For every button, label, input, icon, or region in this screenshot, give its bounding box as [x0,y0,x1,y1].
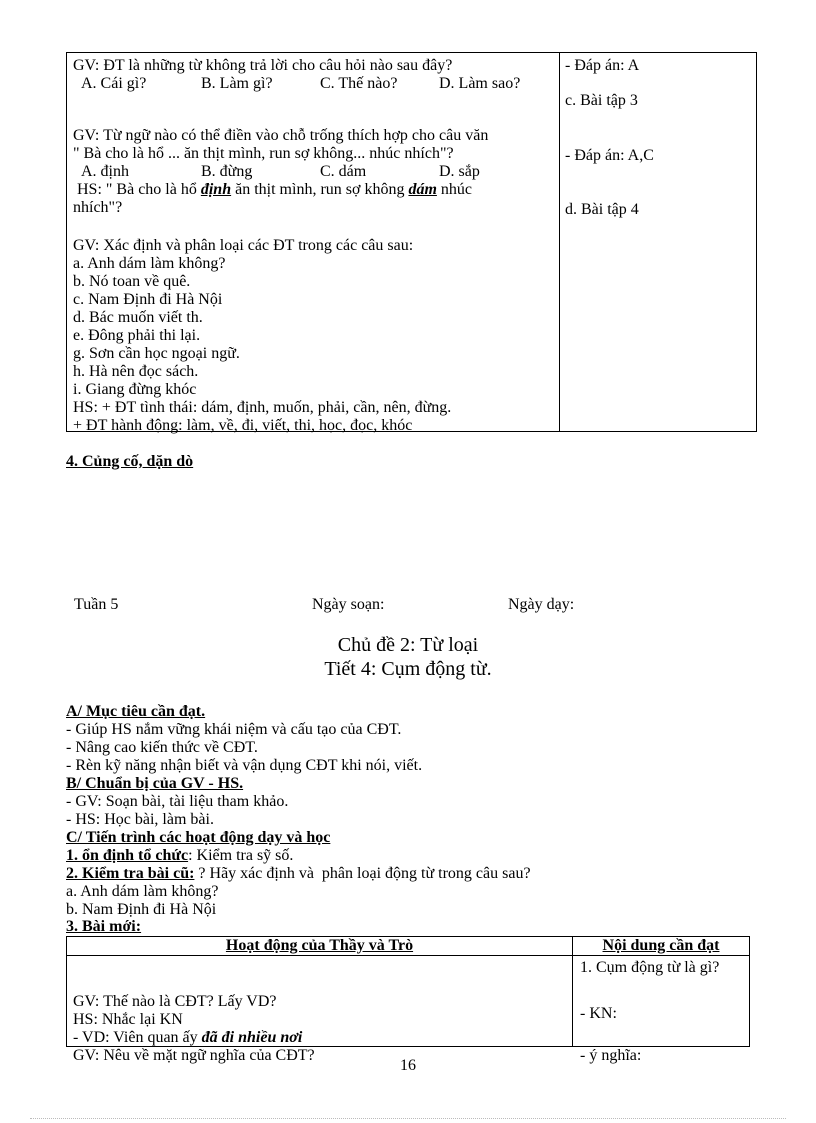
table2-activity-cell [67,956,573,1064]
sentence-e: e. Đông phải thi lại. [73,327,201,344]
q2-option-d: D. sắp [439,163,480,180]
content-heading-1: 1. Cụm động từ là gì? [580,959,720,976]
hs-answer-post: nhúc [436,181,473,198]
step-1-text: : Kiểm tra sỹ số. [188,847,294,864]
step-1 [66,847,293,865]
page-number: 16 [400,1057,416,1074]
content-meaning: - ý nghĩa: [580,1047,642,1064]
table2-col2-head: Nội dung cần đạt [602,937,720,954]
exercise-4: d. Bài tập 4 [565,201,639,218]
content-column [560,53,757,432]
sentence-b: b. Nó toan về quê. [73,273,191,290]
prep-item-hs: - HS: Học bài, làm bài. [66,811,214,828]
process-heading: C/ Tiến trình các hoạt động dạy và học [66,829,331,846]
table2-col1-head: Hoạt động của Thầy và Trò [225,937,414,954]
sentence-g: g. Sơn cần học ngoại ngữ. [73,345,240,362]
hs-answer-line [77,181,472,199]
example-pre: - VD: Viên quan ấy [73,1029,202,1046]
answer-2: - Đáp án: A,C [565,147,654,164]
hs-answer-word-2: dám [408,181,437,198]
hs-answer-pre: HS: " Bà cho là hổ [77,181,201,198]
q2-option-b: B. đừng [201,163,253,180]
section-4-heading: 4. Củng cố, dặn dò [66,453,194,470]
hs-response-1: HS: Nhắc lại KN [73,1011,183,1028]
topic-title: Chủ đề 2: Từ loại [337,634,479,656]
sentence-c: c. Nam Định đi Hà Nội [73,291,223,308]
example-line [73,1029,302,1047]
example-phrase: đã đi nhiều nơi [201,1029,303,1046]
q2-option-a: A. định [81,163,129,180]
objective-3: - Rèn kỹ năng nhận biết và vận dụng CĐT khi nói, viết. [66,757,423,774]
gv-question-1: GV: Thế nào là CĐT? Lấy VD? [73,993,277,1010]
hs-classification-1: HS: + ĐT tình thái: dám, định, muốn, phải, cần, nên, đừng. [73,399,452,416]
prep-item-gv: - GV: Soạn bài, tài liệu tham khảo. [66,793,289,810]
question-1: GV: ĐT là những từ không trả lời cho câu hỏi nào sau đây? [73,57,453,74]
answer-1: - Đáp án: A [565,57,640,74]
content-kn: - KN: [580,1005,617,1022]
step-2-label: 2. Kiểm tra bài cũ: [66,865,195,882]
prep-heading: B/ Chuẩn bị của GV - HS. [66,775,244,792]
question-2-line-2: " Bà cho là hổ ... ăn thịt mình, run sợ không... nhúc nhích"? [73,145,454,162]
objective-2: - Nâng cao kiến thức về CĐT. [66,739,258,756]
q1-option-a: A. Cái gì? [81,75,147,92]
hs-classification-2: + ĐT hành động: làm, về, đi, viết, thi, học, đọc, khóc [73,417,413,434]
gv-question-2: GV: Nêu về mặt ngữ nghĩa của CĐT? [73,1047,315,1064]
sentence-d: d. Bác muốn viết th. [73,309,203,326]
q1-option-c: C. Thế nào? [320,75,398,92]
week-label: Tuần 5 [74,596,119,613]
exercise-3: c. Bài tập 3 [565,92,638,109]
sentence-h: h. Hà nên đọc sách. [73,363,199,380]
q1-option-d: D. Làm sao? [439,75,521,92]
prep-date-label: Ngày soạn: [312,596,385,613]
question-3: GV: Xác định và phân loại các ĐT trong các câu sau: [73,237,414,254]
lesson-table [66,936,750,1064]
q1-option-b: B. Làm gì? [201,75,273,92]
step-2 [66,865,531,883]
question-2-line-1: GV: Từ ngữ nào có thể điền vào chỗ trống thích hợp cho câu văn [73,127,489,144]
table2-content-cell [573,956,750,1064]
page-bottom-rule [30,1118,786,1119]
hs-answer-cont: nhích"? [73,199,123,216]
step-2-sentence-b: b. Nam Định đi Hà Nội [66,901,217,918]
activity-table [66,52,757,432]
step-1-label: 1. ổn định tổ chức [66,847,189,864]
hs-answer-word-1: định [200,181,232,198]
q2-option-c: C. dám [320,163,367,180]
step-3-label: 3. Bài mới: [66,918,142,935]
step-2-sentence-a: a. Anh dám làm không? [66,883,219,900]
activity-column [67,53,560,432]
step-2-text: ? Hãy xác định và phân loại động từ trong câu sau? [194,865,531,882]
sentence-i: i. Giang đừng khóc [73,381,197,398]
hs-answer-mid: ăn thịt mình, run sợ không [231,181,409,198]
objectives-heading: A/ Mục tiêu cần đạt. [66,703,206,720]
table2-head-activity [67,937,573,956]
teach-date-label: Ngày dạy: [508,596,575,613]
sentence-a: a. Anh dám làm không? [73,255,226,272]
objective-1: - Giúp HS nắm vững khái niệm và cấu tạo của CĐT. [66,721,402,738]
lesson-title: Tiết 4: Cụm động từ. [324,658,492,680]
table2-head-content [573,937,750,956]
